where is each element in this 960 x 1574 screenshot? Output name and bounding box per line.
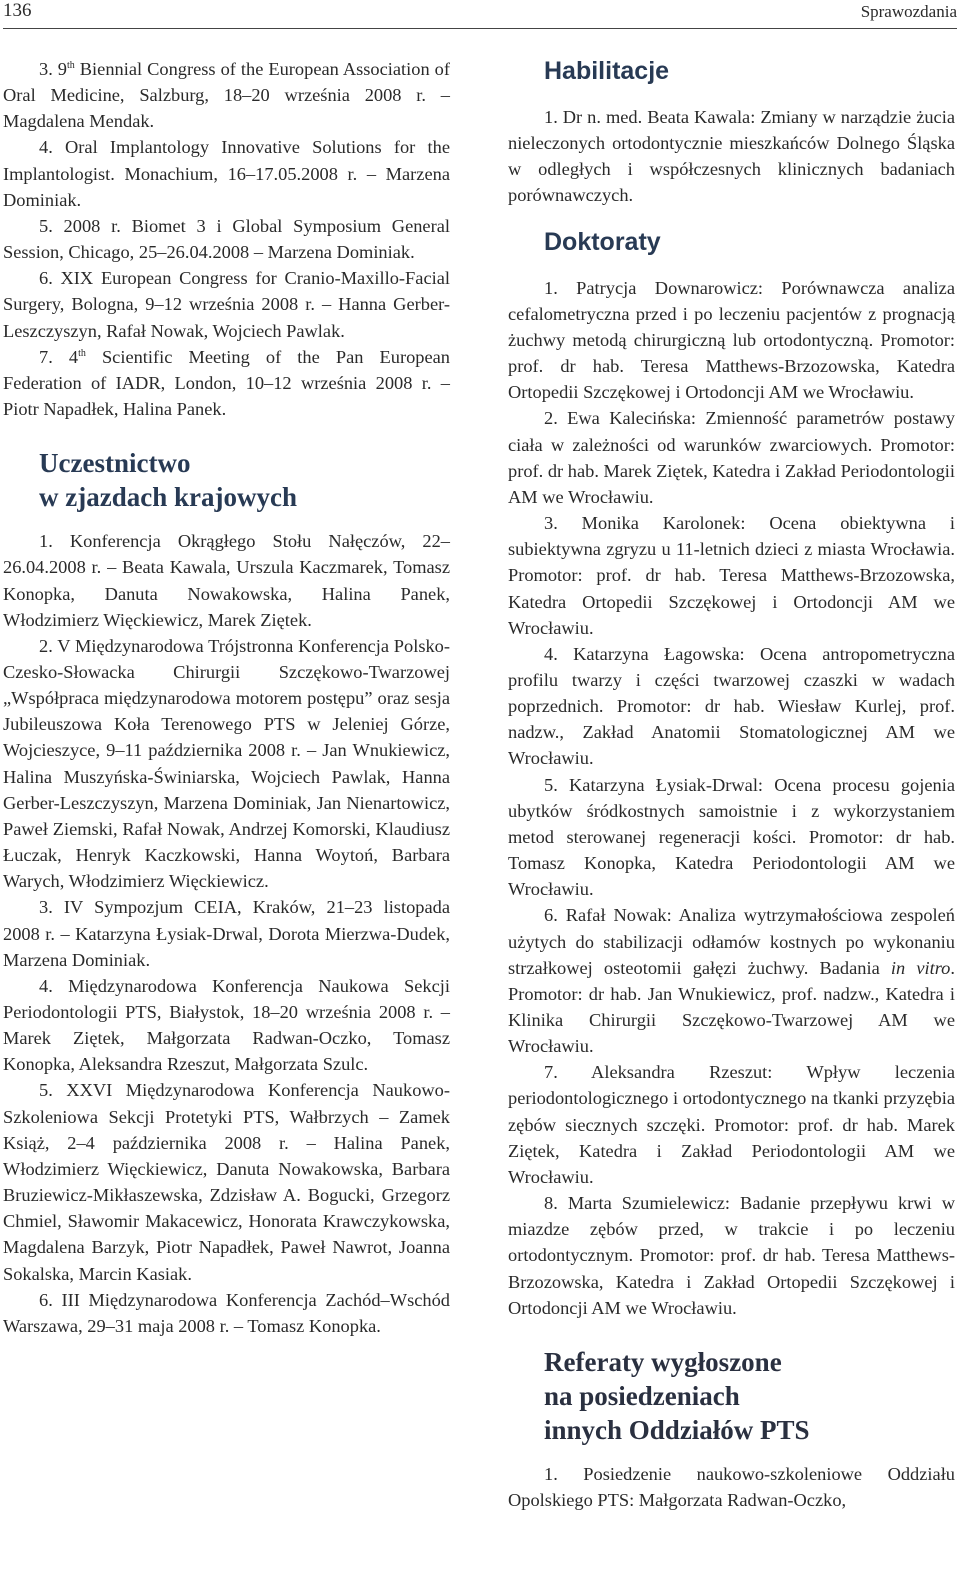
list-item: 4. Oral Implantology Innovative Solutions for the Implantologist. Monachium, 16–17.05.2008 r. – Marzena Dominiak. (3, 137, 450, 210)
section-heading-uczestnictwo: Uczestnictwo w zjazdach krajowych (39, 448, 297, 513)
right-column (508, 56, 955, 1513)
list-item: 3. Monika Karolonek: Ocena obiektywna i subiektywna zgryzu u 11-letnich dzieci z miasta Wrocławia. Promotor: prof. dr hab. Teresa Matthews-Brzozowska, Katedra Ortopedii Szczękowej i Ortodoncji AM we Wrocławiu. (508, 513, 955, 638)
running-head: Sprawozdania (860, 2, 957, 21)
list-item: 8. Marta Szumielewicz: Badanie przepływu krwi w miazdze zębów przed, w trakcie i po leczeniu ortodontycznym. Promotor: prof. dr hab. Teresa Matthews-Brzozowska, Katedra i Zakład Ortopedii Szczękowej i Ortodoncji AM we Wrocławiu. (508, 1193, 955, 1318)
list-item: 1. Dr n. med. Beata Kawala: Zmiany w narządzie żucia nieleczonych ortodontycznie mieszkańców Dolnego Śląska w odległych i współczesnych klinicznych badaniach porównawczych. (508, 107, 955, 206)
list-item: 3. IV Sympozjum CEIA, Kraków, 21–23 listopada 2008 r. – Katarzyna Łysiak-Drwal, Dorota Mierzwa-Dudek, Marzena Dominiak. (3, 897, 450, 970)
list-item: 5. 2008 r. Biomet 3 i Global Symposium General Session, Chicago, 25–26.04.2008 – Marzena Dominiak. (3, 215, 450, 263)
list-item: 2. Ewa Kalecińska: Zmienność parametrów postawy ciała w zależności od warunków zwarciowych. Promotor: prof. dr hab. Marek Ziętek, Katedra i Zakład Periodontologii AM we Wrocławiu. (508, 408, 955, 507)
list-item: 6. Rafał Nowak: Analiza wytrzymałościowa zespoleń użytych do stabilizacji odłamów kostnych po wykonaniu strzałkowej osteotomii gałęzi żuchwy. Badania in vitro. Promotor: dr hab. Jan Wnukiewicz, prof. nadzw., Katedra i Klinika Chirurgii Szczękowo-Twarzowej AM we Wrocławiu. (508, 905, 955, 1057)
list-item: 4. Międzynarodowa Konferencja Naukowa Sekcji Periodontologii PTS, Białystok, 18–20 września 2008 r. – Marek Ziętek, Małgorzata Radwan-Oczko, Tomasz Konopka, Aleksandra Rzeszut, Małgorzata Szulc. (3, 975, 450, 1075)
list-item: 7. Aleksandra Rzeszut: Wpływ leczenia periodontologicznego i ortodontycznego na tkanki przyzębia zębów siecznych szczęki. Promotor: prof. dr hab. Marek Ziętek, Katedra i Zakład Periodontologii AM we Wrocławiu. (508, 1062, 955, 1187)
left-column (3, 56, 450, 1339)
section-heading-doktoraty: Doktoraty (544, 227, 661, 256)
section-heading-habilitacje: Habilitacje (544, 57, 670, 85)
header-rule (3, 28, 957, 29)
page-number: 136 (3, 0, 32, 21)
list-item: 6. III Międzynarodowa Konferencja Zachód–Wschód Warszawa, 29–31 maja 2008 r. – Tomasz Konopka. (3, 1289, 450, 1336)
list-item: 5. XXVI Międzynarodowa Konferencja Naukowo-Szkoleniowa Sekcji Protetyki PTS, Wałbrzych – Zamek Książ, 2–4 października 2008 r. – Halina Panek, Włodzimierz Więckiewicz, Danuta Nowakowska, Barbara Bruziewicz-Mikłaszewska, Zdzisław A. Bogucki, Grzegorz Chmiel, Sławomir Makacewicz, Honorata Krawczykowska, Magdalena Barzyk, Piotr Napadłek, Paweł Nawrot, Joanna Sokalska, Marcin Kasiak. (3, 1080, 450, 1284)
list-item: 2. V Międzynarodowa Trójstronna Konferencja Polsko-Czesko-Słowacka Chirurgii Szczękowo-Twarzowej „Współpraca międzynarodowa motorem postępu” oraz sesja Jubileuszowa Koła Terenowego PTS w Jeleniej Górze, Wojcieszyce, 9–11 października 2008 r. – Jan Wnukiewicz, Halina Muszyńska-Świniarska, Wojciech Pawlak, Hanna Gerber-Leszczyszyn, Marzena Dominiak, Jan Nienartowicz, Paweł Ziemski, Rafał Nowak, Andrzej Komorski, Klaudiusz Łuczak, Henryk Kaczkowski, Hanna Woytoń, Barbara Warych, Włodzimierz Więckiewicz. (3, 635, 450, 892)
list-item: 4. Katarzyna Łagowska: Ocena antropometryczna profilu twarzy i części twarzowej czaszki w wadach poprzednich. Promotor: dr hab. Wiesław Kurlej, prof. nadzw., Zakład Anatomii Stomatologicznej AM we Wrocławiu. (508, 643, 955, 769)
list-item: 1. Posiedzenie naukowo-szkoleniowe Oddziału Opolskiego PTS: Małgorzata Radwan-Oczko, (508, 1463, 955, 1511)
list-item: 7. 4th Scientific Meeting of the Pan European Federation of IADR, London, 10–12 września 2008 r. – Piotr Napadłek, Halina Panek. (3, 346, 450, 420)
list-item: 3. 9th Biennial Congress of the European Association of Oral Medicine, Salzburg, 18–20 września 2008 r. – Magdalena Mendak. (3, 59, 450, 132)
list-item: 6. XIX European Congress for Cranio-Maxillo-Facial Surgery, Bologna, 9–12 września 2008 r. – Hanna Gerber-Leszczyszyn, Rafał Nowak, Wojciech Pawlak. (3, 268, 450, 341)
list-item: 1. Patrycja Downarowicz: Porównawcza analiza cefalometryczna przed i po leczeniu pacjentów z prognacją żuchwy metodą chirurgiczną lub ortodontyczną. Promotor: prof. dr hab. Teresa Matthews-Brzozowska, Katedra Ortopedii Szczękowej i Ortodoncji AM we Wrocławiu. (508, 277, 955, 403)
list-item: 1. Konferencja Okrągłego Stołu Nałęczów, 22–26.04.2008 r. – Beata Kawala, Urszula Kaczmarek, Tomasz Konopka, Danuta Nowakowska, Halina Panek, Włodzimierz Więckiewicz, Marek Ziętek. (3, 531, 450, 630)
section-heading-referaty: Referaty wygłoszone na posiedzeniach innych Oddziałów PTS (544, 1346, 810, 1445)
list-item: 5. Katarzyna Łysiak-Drwal: Ocena procesu gojenia ubytków śródkostnych samoistnie i z wykorzystaniem metod sterowanej regeneracji kości. Promotor: dr hab. Tomasz Konopka, Katedra Periodontologii AM we Wrocławiu. (508, 774, 955, 900)
page-header (0, 0, 960, 30)
